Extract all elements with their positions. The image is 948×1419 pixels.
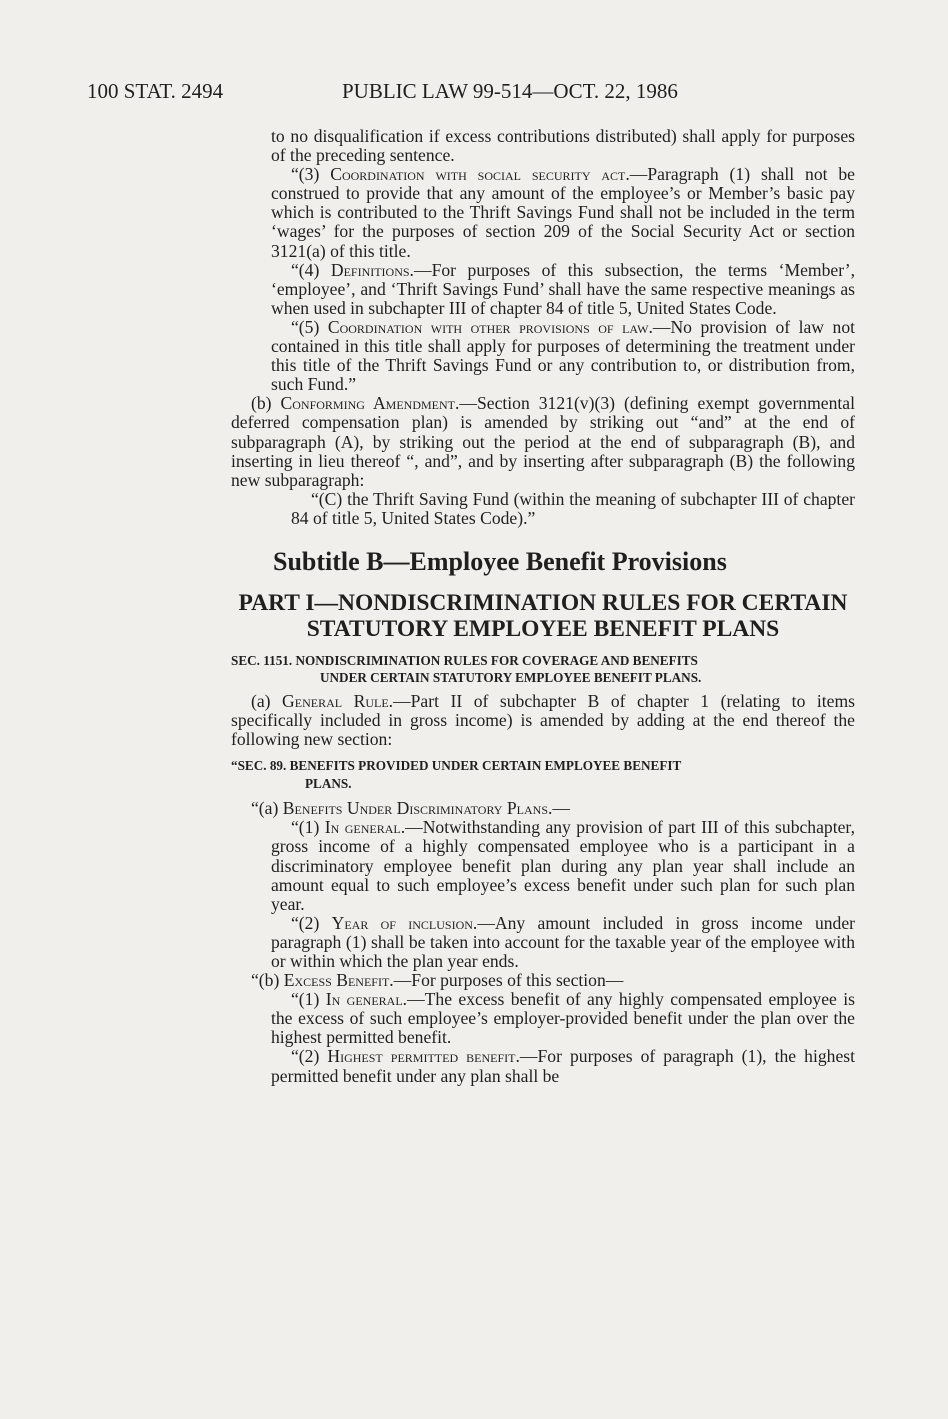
paragraph-heading: Benefits Under Discriminatory Plans. [282,798,553,819]
paragraph-conforming-amendment: (b) Conforming Amendment.—Section 3121(v)(3) (defining exempt governmental deferred compensation plan) is amended by striking out “and” at the end of subparagraph (A), by striking out the period at the end of subparagraph (B), and inserting in lieu thereof “, and”, and by inserting after subparagraph (B) the following new subparagraph: [231,393,855,490]
paragraph-heading: Year of inclusion. [331,912,478,933]
page-header [87,76,867,106]
paragraph-in-general-b1: “(1) In general.—The excess benefit of any highly compensated employee is the excess of such employee’s employer-provided benefit under the plan over the highest permitted benefit. [271,989,855,1048]
paragraph-heading: Definitions. [330,259,414,280]
paragraph-heading: Highest permitted benefit. [327,1046,520,1067]
subtitle-heading: Subtitle B—Employee Benefit Provisions [273,546,727,576]
paragraph-heading: Coordination with social security act. [330,164,630,185]
paragraph-in-general-a1: “(1) In general.—Notwithstanding any provision of part III of this subchapter, gross income of a highly compensated employee who is a participant in a discriminatory employee benefit plan during any plan year shall include an amount equal to such employee’s excess benefit under such plan for such plan year. [271,817,855,914]
paragraph-heading: General Rule. [282,690,394,711]
paragraph-highest-permitted-benefit: “(2) Highest permitted benefit.—For purposes of paragraph (1), the highest permitted benefit under any plan shall be [271,1046,855,1086]
paragraph-benefits-discriminatory-plans: “(a) Benefits Under Discriminatory Plans.— [251,798,570,819]
paragraph-year-of-inclusion: “(2) Year of inclusion.—Any amount included in gross income under paragraph (1) shall be taken into account for the taxable year of the employee with or within which the plan year ends. [271,912,856,971]
document-body [231,127,855,1086]
section-89-heading: “SEC. 89. BENEFITS PROVIDED UNDER CERTAIN EMPLOYEE BENEFIT PLANS. [231,758,682,792]
paragraph-heading: In general. [325,989,408,1010]
part-heading: PART I—NONDISCRIMINATION RULES FOR CERTAIN STATUTORY EMPLOYEE BENEFIT PLANS [238,589,848,642]
paragraph-heading: Coordination with other provisions of law. [327,316,653,337]
statute-page-reference: 100 STAT. 2494 [87,79,224,103]
paragraph-coordination-other-law: “(5) Coordination with other provisions of law.—No provision of law not contained in this title shall apply for purposes of determining the treatment under this title of the Thrift Savings Fund or any contribution to, or distribution from, such Fund.” [271,316,856,395]
paragraph-continuation: to no disqualification if excess contributions distributed) shall apply for purposes of the preceding sentence. [271,126,855,166]
paragraph-excess-benefit: “(b) Excess Benefit.—For purposes of this section— [251,970,624,991]
paragraph-new-subparagraph: “(C) the Thrift Saving Fund (within the meaning of subchapter III of chapter 84 of title 5, United States Code).” [291,488,855,528]
section-1151-heading: SEC. 1151. NONDISCRIMINATION RULES FOR COVERAGE AND BENEFITS UNDER CERTAIN STATUTORY EMPLOYEE BENEFIT PLANS. [231,652,702,685]
paragraph-coordination-social-security: “(3) Coordination with social security act.—Paragraph (1) shall not be construed to provide that any amount of the employee’s or Member’s basic pay which is contributed to the Thrift Savings Fund shall not be included in the term ‘wages’ for the purposes of section 209 of the Social Security Act or section 3121(a) of this title. [271,164,855,261]
paragraph-heading: Conforming Amendment. [280,393,460,414]
paragraph-heading: Excess Benefit. [283,970,394,991]
paragraph-heading: In general. [324,817,406,838]
paragraph-definitions: “(4) Definitions.—For purposes of this subsection, the terms ‘Member’, ‘employee’, and ‘Thrift Savings Fund’ shall have the same respective meanings as when used in subchapter III of chapter 84 of title 5, United States Code. [271,259,855,318]
paragraph-general-rule: (a) General Rule.—Part II of subchapter B of chapter 1 (relating to items specifically included in gross income) is amended by adding at the end thereof the following new section: [231,690,855,750]
public-law-reference: PUBLIC LAW 99-514—OCT. 22, 1986 [342,79,678,103]
